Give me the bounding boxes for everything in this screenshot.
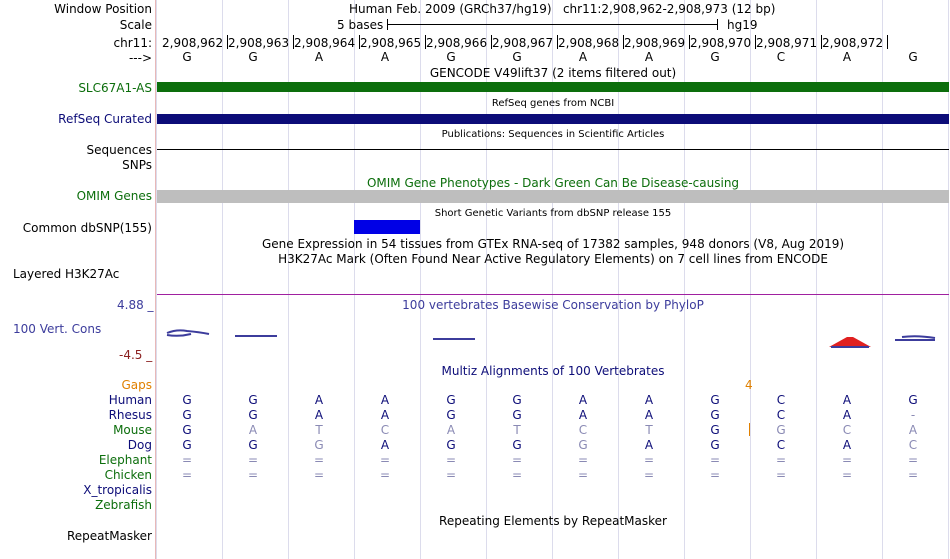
sequences-line xyxy=(157,149,949,150)
alignment-base: G xyxy=(248,438,258,452)
alignment-base: G xyxy=(776,423,786,437)
cons-track-label[interactable]: 100 Vert. Cons xyxy=(13,322,102,336)
dbsnp-track-label[interactable]: Common dbSNP(155) xyxy=(22,221,152,235)
alignment-base: A xyxy=(908,423,918,437)
reference-base: C xyxy=(776,50,786,64)
mouse-insertion-marker xyxy=(749,423,750,436)
cons-track-title[interactable]: 100 vertebrates Basewise Conservation by PhyloP xyxy=(402,298,704,312)
alignment-base: A xyxy=(248,423,258,437)
alignment-base: C xyxy=(908,438,918,452)
refseq-track-label[interactable]: RefSeq Curated xyxy=(58,112,152,126)
alignment-base: = xyxy=(643,453,655,467)
coordinate-label: 2,908,962 xyxy=(162,36,224,50)
coordinate-label: 2,908,966 xyxy=(426,36,488,50)
reference-base: A xyxy=(314,50,324,64)
alignment-base: A xyxy=(314,393,324,407)
alignment-base: G xyxy=(710,393,720,407)
reference-base: G xyxy=(710,50,720,64)
alignment-base: G xyxy=(182,438,192,452)
alignment-base: = xyxy=(181,468,193,482)
alignment-base: G xyxy=(248,393,258,407)
gencode-track-label[interactable]: SLC67A1-AS xyxy=(78,81,152,95)
alignment-base: = xyxy=(511,468,523,482)
coordinate-label: 2,908,968 xyxy=(558,36,620,50)
alignment-base: A xyxy=(842,393,852,407)
scale-bar-right-tick xyxy=(717,19,718,30)
alignment-base: G xyxy=(182,423,192,437)
cons-min-value: -4.5 _ xyxy=(119,348,153,362)
alignment-base: G xyxy=(182,408,192,422)
alignment-base: A xyxy=(446,423,456,437)
coordinate-label: 2,908,972 xyxy=(822,36,884,50)
h3k27ac-signal-line xyxy=(157,294,949,295)
gaps-count: 4 xyxy=(745,378,753,392)
alignment-base: = xyxy=(247,453,259,467)
alignment-base: = xyxy=(181,453,193,467)
gencode-track-title[interactable]: GENCODE V49lift37 (2 items filtered out) xyxy=(429,66,677,80)
snps-label[interactable]: SNPs xyxy=(122,158,152,172)
scale-bar-left-tick xyxy=(387,19,388,30)
scale-bar xyxy=(387,24,718,25)
multiz-track-title[interactable]: Multiz Alignments of 100 Vertebrates xyxy=(441,364,665,378)
refseq-feature-bar[interactable] xyxy=(157,114,949,124)
alignment-base: = xyxy=(775,468,787,482)
coordinate-label: 2,908,969 xyxy=(624,36,686,50)
alignment-base: A xyxy=(644,408,654,422)
alignment-base: C xyxy=(776,408,786,422)
alignment-base: C xyxy=(842,423,852,437)
h3k27ac-track-title[interactable]: H3K27Ac Mark (Often Found Near Active Regulatory Elements) on 7 cell lines from ENCODE xyxy=(278,252,828,266)
alignment-base: - xyxy=(910,408,916,422)
strand-label: ---> xyxy=(128,51,152,65)
repeat-track-label[interactable]: RepeatMasker xyxy=(66,529,152,543)
alignment-base: G xyxy=(512,408,522,422)
gaps-label[interactable]: Gaps xyxy=(121,378,152,392)
alignment-base: T xyxy=(645,423,653,437)
alignment-base: = xyxy=(907,468,919,482)
omim-feature-bar[interactable] xyxy=(157,190,949,203)
alignment-base: A xyxy=(380,438,390,452)
alignment-base: = xyxy=(841,453,853,467)
alignment-base: A xyxy=(578,393,588,407)
omim-track-label[interactable]: OMIM Genes xyxy=(76,189,152,203)
alignment-base: = xyxy=(577,453,589,467)
alignment-base: = xyxy=(313,453,325,467)
window-position-label: Window Position xyxy=(54,2,152,16)
alignment-base: = xyxy=(841,468,853,482)
alignment-base: = xyxy=(709,468,721,482)
cons-max-value: 4.88 _ xyxy=(117,298,154,312)
alignment-base: G xyxy=(512,438,522,452)
sequences-label[interactable]: Sequences xyxy=(86,143,152,157)
alignment-base: G xyxy=(710,408,720,422)
reference-base: A xyxy=(578,50,588,64)
alignment-base: G xyxy=(578,438,588,452)
window-position-value: Human Feb. 2009 (GRCh37/hg19) chr11:2,908,962-2,908,973 (12 bp) xyxy=(349,2,776,16)
coordinate-tick xyxy=(887,35,888,49)
alignment-base: G xyxy=(446,408,456,422)
alignment-base: = xyxy=(643,468,655,482)
alignment-base: A xyxy=(314,408,324,422)
alignment-base: A xyxy=(380,393,390,407)
species-label-chicken[interactable]: Chicken xyxy=(104,468,152,482)
reference-base: A xyxy=(842,50,852,64)
species-label-elephant[interactable]: Elephant xyxy=(98,453,152,467)
alignment-base: A xyxy=(380,408,390,422)
alignment-base: G xyxy=(512,393,522,407)
species-label-dog[interactable]: Dog xyxy=(127,438,152,452)
alignment-base: A xyxy=(842,408,852,422)
alignment-base: C xyxy=(776,438,786,452)
dbsnp-track-title[interactable]: Short Genetic Variants from dbSNP release 155 xyxy=(434,208,672,219)
dbsnp-variant[interactable] xyxy=(354,220,420,234)
alignment-base: A xyxy=(578,408,588,422)
pubs-track-title[interactable]: Publications: Sequences in Scientific Articles xyxy=(441,129,665,140)
alignment-base: = xyxy=(709,453,721,467)
alignment-base: = xyxy=(445,453,457,467)
omim-track-title[interactable]: OMIM Gene Phenotypes - Dark Green Can Be Disease-causing xyxy=(366,176,740,190)
coordinate-label: 2,908,965 xyxy=(360,36,422,50)
alignment-base: G xyxy=(248,408,258,422)
species-label-mouse[interactable]: Mouse xyxy=(113,423,152,437)
alignment-base: C xyxy=(380,423,390,437)
reference-base: G xyxy=(446,50,456,64)
reference-base: A xyxy=(644,50,654,64)
species-label-human[interactable]: Human xyxy=(108,393,152,407)
reference-base: A xyxy=(380,50,390,64)
species-label-zebrafish[interactable]: Zebrafish xyxy=(95,498,152,512)
coordinate-label: 2,908,967 xyxy=(492,36,554,50)
phylop-conservation-plot[interactable] xyxy=(157,326,949,352)
species-label-x_tropicalis[interactable]: X_tropicalis xyxy=(83,483,152,497)
alignment-base: = xyxy=(775,453,787,467)
alignment-base: = xyxy=(577,468,589,482)
coordinate-label: 2,908,971 xyxy=(756,36,818,50)
scale-db: hg19 xyxy=(727,18,758,32)
gencode-feature-bar[interactable] xyxy=(157,82,949,92)
alignment-base: C xyxy=(776,393,786,407)
scale-text: 5 bases xyxy=(337,18,384,32)
alignment-base: T xyxy=(315,423,323,437)
chrom-label: chr11: xyxy=(113,36,152,50)
alignment-base: G xyxy=(314,438,324,452)
alignment-base: = xyxy=(247,468,259,482)
scale-label: Scale xyxy=(119,18,152,32)
alignment-base: G xyxy=(182,393,192,407)
h3k27ac-track-label[interactable]: Layered H3K27Ac xyxy=(13,267,120,281)
alignment-base: T xyxy=(513,423,521,437)
alignment-base: A xyxy=(644,393,654,407)
alignment-base: G xyxy=(446,393,456,407)
alignment-base: = xyxy=(379,453,391,467)
alignment-base: G xyxy=(446,438,456,452)
coordinate-label: 2,908,964 xyxy=(294,36,356,50)
species-label-rhesus[interactable]: Rhesus xyxy=(108,408,152,422)
reference-base: G xyxy=(248,50,258,64)
reference-base: G xyxy=(908,50,918,64)
alignment-base: G xyxy=(710,423,720,437)
alignment-base: C xyxy=(578,423,588,437)
alignment-base: = xyxy=(511,453,523,467)
gtex-track-title[interactable]: Gene Expression in 54 tissues from GTEx RNA-seq of 17382 samples, 948 donors (V8, Aug 2019) xyxy=(261,237,845,251)
alignment-base: = xyxy=(445,468,457,482)
alignment-base: A xyxy=(842,438,852,452)
refseq-track-title[interactable]: RefSeq genes from NCBI xyxy=(491,98,615,109)
label-separator xyxy=(155,0,156,559)
alignment-base: = xyxy=(379,468,391,482)
alignment-base: = xyxy=(313,468,325,482)
alignment-base: A xyxy=(644,438,654,452)
alignment-base: = xyxy=(907,453,919,467)
alignment-base: G xyxy=(908,393,918,407)
coordinate-label: 2,908,970 xyxy=(690,36,752,50)
reference-base: G xyxy=(182,50,192,64)
repeat-track-title[interactable]: Repeating Elements by RepeatMasker xyxy=(439,514,667,528)
reference-base: G xyxy=(512,50,522,64)
alignment-base: G xyxy=(710,438,720,452)
coordinate-label: 2,908,963 xyxy=(228,36,290,50)
